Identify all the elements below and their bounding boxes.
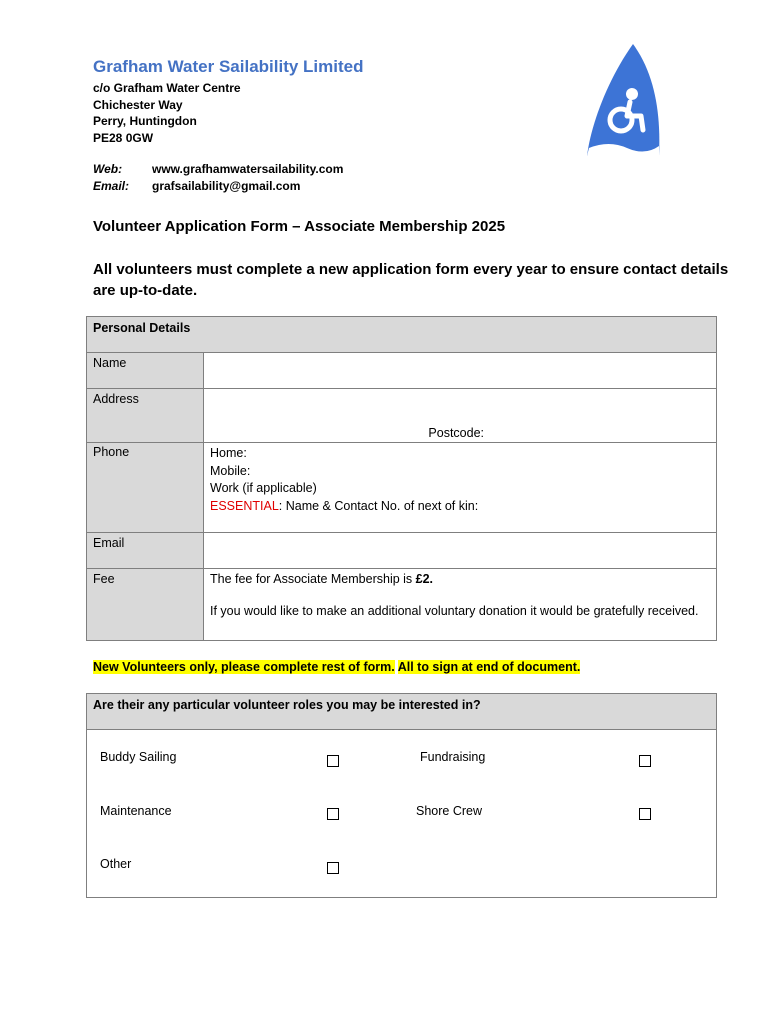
next-of-kin-label: ESSENTIAL: Name & Contact No. of next of kin: (210, 498, 479, 513)
volunteer-roles-section (86, 693, 717, 898)
role-shore-crew-label: Shore Crew (416, 804, 482, 818)
phone-home-label: Home: (210, 446, 247, 460)
sail-shape (587, 44, 659, 156)
phone-field[interactable] (204, 443, 717, 533)
notice-new-volunteers: New Volunteers only, please complete rest of form. (93, 660, 395, 674)
fee-label: Fee (87, 569, 204, 641)
email-field-label: Email (87, 533, 204, 569)
fee-amount: £2. (415, 572, 434, 586)
phone-label: Phone (87, 443, 204, 533)
name-field[interactable] (204, 353, 717, 389)
form-intro: All volunteers must complete a new application form every year to ensure contact details are up-to-date. (93, 261, 729, 299)
address-line: PE28 0GW (93, 130, 154, 145)
address-line: c/o Grafham Water Centre (93, 81, 241, 95)
notice-sign: All to sign at end of document. (397, 660, 581, 674)
role-maintenance-label: Maintenance (100, 804, 172, 818)
address-label: Address (87, 389, 204, 443)
email-field[interactable] (204, 533, 717, 569)
role-shore-crew-checkbox[interactable] (639, 808, 651, 820)
address-line: Chichester Way (93, 97, 183, 112)
personal-details-table (86, 316, 717, 641)
org-contact (93, 161, 343, 194)
web-link[interactable]: www.grafhamwatersailability.com (152, 162, 344, 176)
email-link[interactable]: grafsailability@gmail.com (152, 178, 301, 193)
role-fundraising-label: Fundraising (420, 750, 486, 764)
role-other-checkbox[interactable] (327, 862, 339, 874)
role-fundraising-checkbox[interactable] (639, 755, 651, 767)
sail-wheelchair-icon (583, 44, 663, 164)
address-line: Perry, Huntingdon (93, 114, 197, 128)
personal-details-header: Personal Details (87, 317, 717, 353)
roles-header: Are their any particular volunteer roles you may be interested in? (87, 694, 716, 730)
role-other-label: Other (100, 857, 132, 871)
name-label: Name (87, 353, 204, 389)
email-label: Email: (93, 178, 130, 193)
essential-label: ESSENTIAL (210, 498, 279, 513)
fee-text: The fee for Associate Membership is £2. (210, 572, 434, 586)
phone-mobile-label: Mobile: (210, 463, 251, 478)
org-name: Grafham Water Sailability Limited (93, 57, 364, 76)
donation-text: If you would like to make an additional voluntary donation it would be gratefully received. (210, 604, 699, 618)
notice (93, 660, 580, 674)
web-label: Web: (93, 162, 123, 176)
role-buddy-sailing-checkbox[interactable] (327, 755, 339, 767)
form-title: Volunteer Application Form – Associate Membership 2025 (93, 218, 506, 235)
org-address (93, 80, 241, 146)
phone-work-label: Work (if applicable) (210, 481, 317, 495)
role-maintenance-checkbox[interactable] (327, 808, 339, 820)
role-buddy-sailing-label: Buddy Sailing (100, 750, 177, 764)
fee-info (204, 569, 717, 641)
address-field[interactable] (204, 389, 717, 443)
postcode-label: Postcode: (428, 426, 484, 440)
